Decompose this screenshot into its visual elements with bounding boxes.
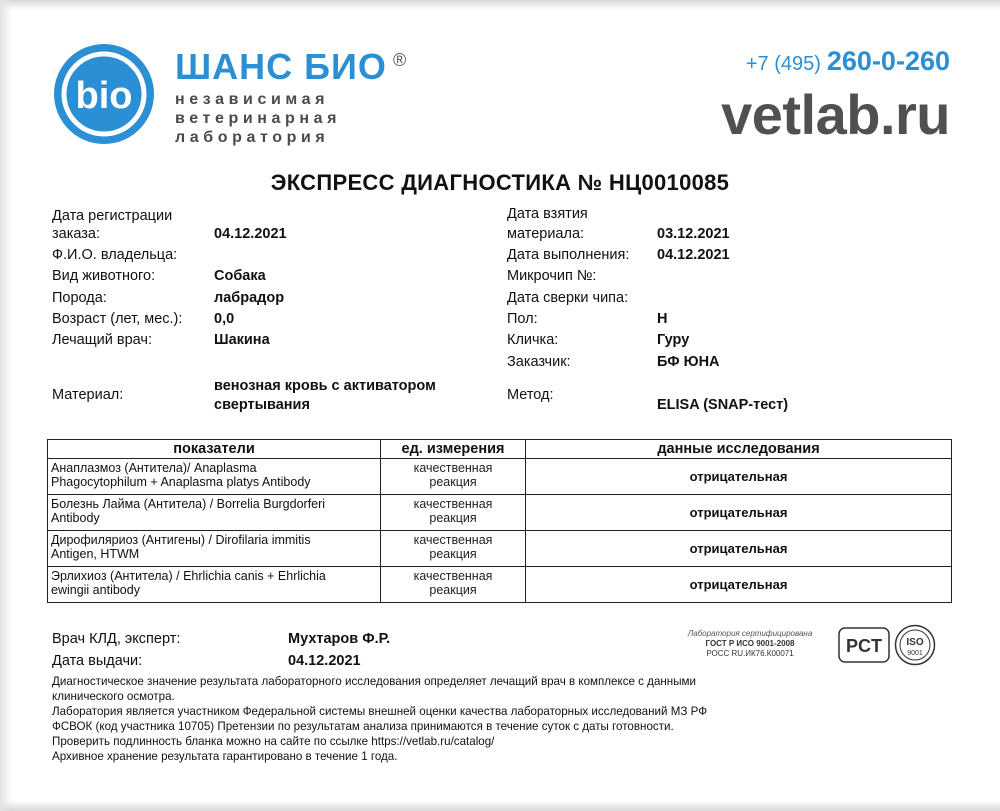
- indicator-line2: Phagocytophilum + Anaplasma platys Antibody: [51, 475, 311, 489]
- brand-subtitle-2: ветеринарная: [175, 110, 342, 127]
- indicator-cell: [48, 459, 381, 495]
- table-header-row: [48, 440, 952, 459]
- nickname-label: Кличка:: [507, 332, 559, 348]
- unit-line2: реакция: [429, 583, 477, 597]
- sample-date-value: 03.12.2021: [657, 226, 730, 242]
- indicator-line1: Болезнь Лайма (Антитела) / Borrelia Burgdorferi: [51, 497, 326, 511]
- cert-line-2: ГОСТ Р ИСО 9001-2008: [705, 639, 795, 648]
- issue-date-value: 04.12.2021: [288, 653, 361, 669]
- method-value: ELISA (SNAP-тест): [657, 397, 789, 413]
- bio-logo-icon: [52, 42, 156, 146]
- reg-date-label-line1: Дата регистрации: [52, 208, 173, 224]
- header-results: данные исследования: [526, 440, 952, 459]
- results-table: [47, 439, 952, 603]
- reg-date-value: 04.12.2021: [214, 226, 287, 242]
- cert-line-1: Лаборатория сертифицирована: [687, 629, 813, 638]
- result-cell: отрицательная: [526, 531, 952, 567]
- sample-date-label-line2: материала:: [507, 226, 585, 242]
- result-cell: отрицательная: [526, 567, 952, 603]
- unit-cell: [381, 567, 526, 603]
- material-value-line2: свертывания: [214, 397, 310, 413]
- sex-label: Пол:: [507, 311, 538, 327]
- expert-value: Мухтаров Ф.Р.: [288, 631, 391, 647]
- note-line: Проверить подлинность бланка можно на сайте по ссылке https://vetlab.ru/catalog/: [52, 735, 495, 748]
- indicator-line2: Antigen, HTWM: [51, 547, 140, 561]
- doctor-label: Лечащий врач:: [52, 332, 152, 348]
- indicator-line2: ewingii antibody: [51, 583, 140, 597]
- sample-date-label-line1: Дата взятия: [507, 206, 588, 222]
- unit-cell: [381, 495, 526, 531]
- unit-cell: [381, 459, 526, 495]
- iso-text: ISO: [906, 637, 924, 648]
- cert-line-3: РОСС RU.ИК76.К00071: [706, 649, 794, 658]
- age-value: 0,0: [214, 311, 235, 327]
- owner-label: Ф.И.О. владельца:: [52, 247, 178, 263]
- scan-shadow-bottom: [0, 801, 1000, 811]
- header-indicators: показатели: [48, 440, 381, 459]
- phone-block: [746, 46, 950, 77]
- result-cell: отрицательная: [526, 495, 952, 531]
- unit-line2: реакция: [429, 547, 477, 561]
- sex-value: Н: [657, 311, 668, 327]
- customer-value: БФ ЮНА: [657, 354, 720, 370]
- table-row: [48, 567, 952, 603]
- nickname-value: Гуру: [657, 332, 690, 348]
- done-date-value: 04.12.2021: [657, 247, 730, 263]
- done-date-label: Дата выполнения:: [507, 247, 630, 263]
- material-value-line1: венозная кровь с активатором: [214, 378, 436, 394]
- indicator-line2: Antibody: [51, 511, 100, 525]
- document-title: ЭКСПРЕСС ДИАГНОСТИКА № НЦ0010085: [270, 170, 730, 195]
- indicator-cell: [48, 567, 381, 603]
- chip-label: Микрочип №:: [507, 268, 597, 284]
- iso-sub-text: 9001: [907, 650, 923, 657]
- customer-label: Заказчик:: [507, 354, 571, 370]
- note-line: ФСВОК (код участника 10705) Претензии по результатам анализа принимаются в течение суток с даты готовности.: [52, 720, 674, 733]
- unit-line1: качественная: [413, 569, 493, 583]
- age-label: Возраст (лет, мес.):: [52, 311, 183, 327]
- brand-subtitle-1: независимая: [175, 91, 330, 108]
- iso-certification-icon: [894, 624, 936, 666]
- unit-line2: реакция: [429, 511, 477, 525]
- brand-block: [175, 46, 406, 147]
- pct-certification-icon: [838, 627, 890, 663]
- unit-line1: качественная: [413, 533, 493, 547]
- pct-text: PCT: [846, 636, 882, 656]
- reg-date-label-line2: заказа:: [52, 226, 101, 242]
- site-url: vetlab.ru: [721, 83, 950, 146]
- chip-check-label: Дата сверки чипа:: [507, 290, 629, 306]
- scan-shadow-left: [0, 0, 12, 811]
- animal-label: Вид животного:: [52, 268, 156, 284]
- breed-value: лабрадор: [214, 290, 285, 306]
- indicator-cell: [48, 495, 381, 531]
- table-row: [48, 531, 952, 567]
- registered-mark: ®: [392, 50, 407, 70]
- indicator-line1: Эрлихиоз (Антитела) / Ehrlichia canis + Ehrlichia: [51, 569, 326, 583]
- scan-shadow-top: [0, 0, 1000, 10]
- issue-date-label: Дата выдачи:: [52, 653, 143, 669]
- header-units: ед. измерения: [381, 440, 526, 459]
- table-row: [48, 495, 952, 531]
- logo-text: bio: [75, 75, 133, 117]
- unit-line1: качественная: [413, 497, 493, 511]
- note-line: Архивное хранение результата гарантировано в течение 1 года.: [52, 750, 398, 763]
- note-line: Лаборатория является участником Федеральной системы внешней оценки качества лабораторных исследований МЗ РФ: [52, 705, 708, 718]
- animal-value: Собака: [214, 268, 266, 284]
- note-line: клинического осмотра.: [52, 690, 175, 703]
- phone-prefix: +7 (495): [745, 53, 821, 75]
- material-label: Материал:: [52, 387, 124, 403]
- indicator-line1: Дирофиляриоз (Антигены) / Dirofilaria immitis: [51, 533, 311, 547]
- unit-line1: качественная: [413, 461, 493, 475]
- doctor-value: Шакина: [214, 332, 270, 348]
- table-row: [48, 459, 952, 495]
- phone-number: 260-0-260: [826, 46, 950, 76]
- unit-line2: реакция: [429, 475, 477, 489]
- result-cell: отрицательная: [526, 459, 952, 495]
- footer-notes: [52, 674, 812, 764]
- unit-cell: [381, 531, 526, 567]
- brand-name: ШАНС БИО: [175, 46, 387, 87]
- breed-label: Порода:: [52, 290, 107, 306]
- indicator-line1: Анаплазмоз (Антитела)/ Anaplasma: [51, 461, 257, 475]
- indicator-cell: [48, 531, 381, 567]
- brand-subtitle-3: лаборатория: [175, 129, 330, 146]
- certification-block: [668, 629, 832, 659]
- expert-label: Врач КЛД, эксперт:: [52, 631, 181, 647]
- method-label: Метод:: [507, 387, 554, 403]
- note-line: Диагностическое значение результата лабораторного исследования определяет лечащий врач в комплексе с данными: [52, 675, 696, 688]
